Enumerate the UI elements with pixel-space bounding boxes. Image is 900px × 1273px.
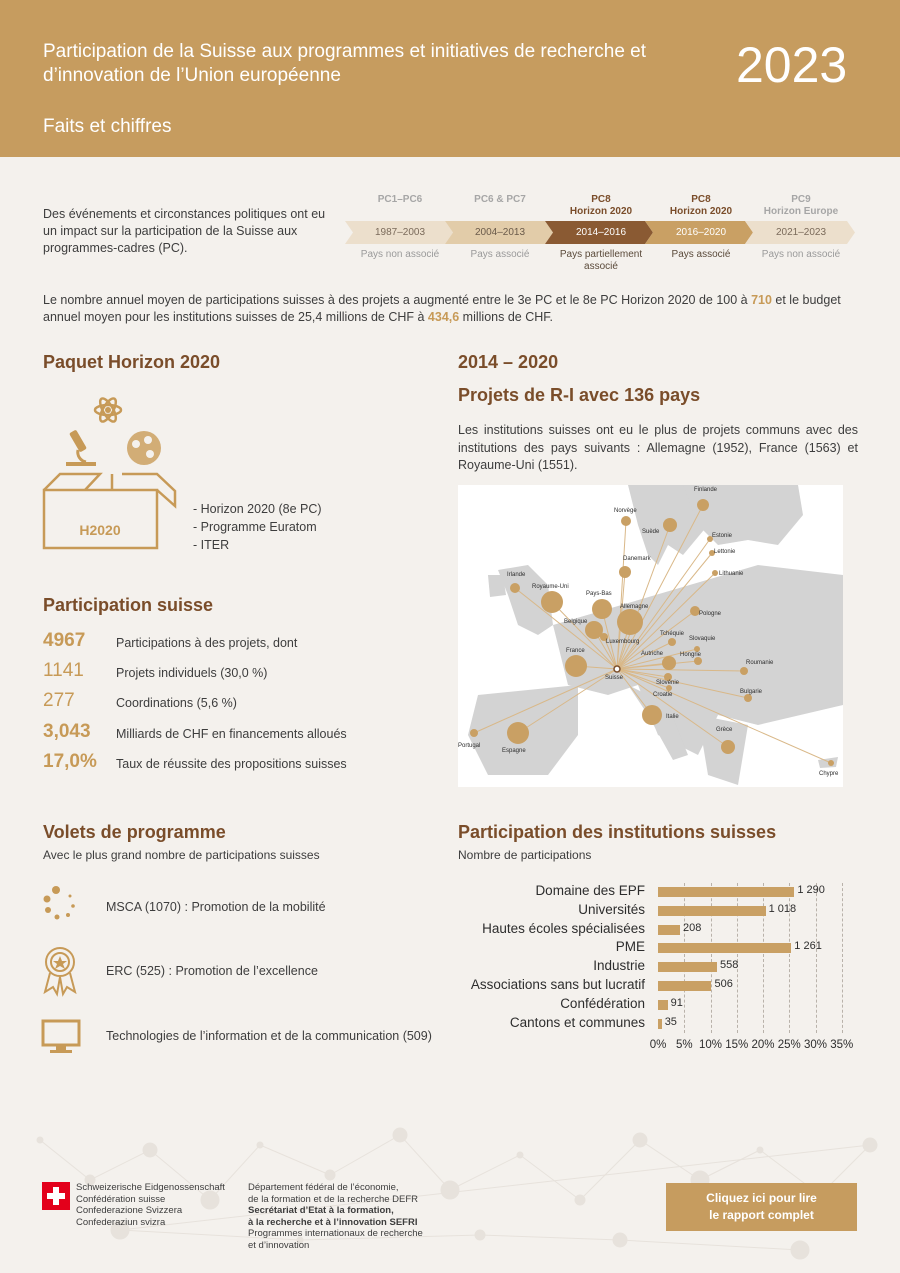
dots-icon	[40, 882, 82, 924]
timeline-status-2: Pays associé	[470, 249, 530, 260]
intro-text: Des événements et circonstances politiques ont eu un impact sur la participation de la Suisse aux programmes-cadres (PC).	[43, 207, 326, 255]
country-label: Tchéquie	[660, 631, 685, 637]
timeline-years-4: 2016–2020	[675, 227, 727, 238]
svg-text:H2020: H2020	[79, 522, 121, 538]
country-dot	[510, 583, 520, 593]
h2020-box-icon	[40, 392, 180, 552]
volet-erc: ERC (525) : Promotion de l’excellence	[106, 964, 318, 978]
timeline-status-4: Pays associé	[671, 249, 731, 260]
country-label: France	[566, 648, 585, 654]
country-dot	[617, 609, 643, 635]
monitor-icon	[40, 1018, 82, 1056]
country-dot	[642, 705, 662, 725]
chart-gridline	[842, 883, 843, 1033]
country-dot	[668, 638, 676, 646]
institutions-subtitle: Nombre de participations	[458, 848, 592, 862]
chart-value-label: 1 018	[768, 902, 797, 915]
chart-tick-label: 20%	[751, 1039, 775, 1052]
country-label: Bulgarie	[740, 689, 763, 695]
country-dot	[721, 740, 735, 754]
medal-icon	[40, 945, 82, 997]
timeline-top-1: PC1–PC6	[377, 194, 423, 205]
chart-bar	[658, 1019, 662, 1029]
volet-msca: MSCA (1070) : Promotion de la mobilité	[106, 900, 326, 914]
participation-title: Participation suisse	[43, 595, 214, 615]
timeline-top-5: PC9 Horizon Europe	[763, 194, 839, 217]
chart-category-label: Confédération	[560, 995, 645, 1011]
country-label: Espagne	[502, 748, 526, 754]
country-dot	[694, 657, 702, 665]
country-label: Autriche	[641, 651, 664, 657]
chart-bar	[658, 1000, 668, 1010]
europe-map	[458, 485, 843, 787]
year-label: 2023	[736, 37, 848, 93]
timeline-top-3: PC8 Horizon 2020	[569, 194, 633, 217]
chart-bar	[658, 962, 717, 972]
country-label: Norvège	[614, 508, 637, 514]
country-label: Slovénie	[656, 680, 680, 686]
country-label: Croatie	[653, 692, 673, 698]
country-label: Luxembourg	[606, 639, 640, 645]
country-label: Grèce	[716, 727, 733, 733]
chart-category-label: PME	[615, 939, 645, 955]
country-label: Belgique	[564, 619, 588, 625]
timeline-status-1: Pays non associé	[360, 249, 440, 260]
chart-value-label: 558	[719, 959, 739, 972]
chart-gridline	[816, 883, 817, 1033]
chart-bar	[658, 906, 766, 916]
volet-tic: Technologies de l’information et de la communication (509)	[106, 1029, 432, 1043]
country-label: Estonie	[712, 533, 733, 539]
volets-title: Volets de programme	[43, 822, 226, 842]
europe-map-svg	[458, 485, 843, 787]
country-dot	[507, 722, 529, 744]
country-dot	[470, 729, 478, 737]
chart-tick-label: 10%	[698, 1039, 723, 1052]
chart-bar	[658, 981, 711, 991]
chart-tick-label: 15%	[725, 1039, 749, 1052]
country-dot	[697, 499, 709, 511]
country-dot	[828, 760, 834, 766]
country-dot	[619, 566, 631, 578]
projets-text: Les institutions suisses ont eu le plus de projets communs avec des institutions des pays suivants : Allemagne (1952), France (1563) et Royaume-Uni (1551).	[458, 423, 858, 472]
paquet-item: - Horizon 2020 (8e PC)	[193, 502, 322, 516]
timeline-status-5: Pays non associé	[761, 249, 841, 260]
chart-bar	[658, 943, 791, 953]
country-label: Portugal	[458, 743, 481, 749]
country-dot	[541, 591, 563, 613]
stat-row: 1141 Projets individuels (30,0 %)	[43, 660, 268, 681]
country-label: Lithuanie	[719, 571, 744, 577]
paquet-list	[193, 500, 322, 554]
timeline-years-3: 2014–2016	[575, 227, 627, 238]
chart-value-label: 1 290	[797, 884, 825, 896]
country-label: Pologne	[699, 611, 722, 617]
timeline-years-1: 1987–2003	[374, 227, 426, 238]
country-label: Allemagne	[620, 604, 649, 610]
chart-bar	[658, 925, 680, 935]
country-label: Suisse	[605, 675, 624, 681]
read-report-button[interactable]: Cliquez ici pour lire le rapport complet	[666, 1183, 857, 1231]
country-label: Lettonie	[714, 549, 736, 555]
swiss-flag-icon	[42, 1182, 70, 1210]
timeline-top-2: PC6 & PC7	[474, 194, 526, 205]
country-dot	[662, 656, 676, 670]
federation-names: Schweizerische Eidgenossenschaft Confédération suisse Confederazione Svizzera Confederaziun svizra	[76, 1182, 225, 1228]
stat-row: 17,0% Taux de réussite des propositions suisses	[43, 751, 347, 772]
country-dot	[740, 667, 748, 675]
chart-category-label: Domaine des EPF	[535, 883, 645, 898]
country-label: Italie	[666, 714, 679, 720]
paquet-item: - ITER	[193, 538, 230, 552]
stat-row: 3,043 Milliards de CHF en financements alloués	[43, 721, 347, 742]
country-label: Royaume-Uni	[532, 584, 569, 590]
chart-bar	[658, 887, 794, 897]
country-dot	[565, 655, 587, 677]
volets-subtitle: Avec le plus grand nombre de participations suisses	[43, 848, 320, 862]
paquet-item: - Programme Euratom	[193, 520, 317, 534]
chart-category-label: Industrie	[593, 958, 645, 974]
country-label: Pays-Bas	[586, 591, 612, 597]
projets-title: Projets de R-I avec 136 pays	[458, 385, 701, 405]
institutions-title: Participation des institutions suisses	[458, 822, 777, 842]
timeline-years-2: 2004–2013	[474, 227, 526, 238]
value-participations: 710	[751, 293, 772, 307]
country-dot	[663, 518, 677, 532]
country-dot	[614, 666, 620, 672]
country-label: Chypre	[819, 771, 839, 777]
country-dot	[712, 570, 718, 576]
timeline-years-5: 2021–2023	[775, 227, 827, 238]
country-dot	[621, 516, 631, 526]
chart-tick-label: 0%	[649, 1039, 667, 1052]
chart-tick-label: 35%	[830, 1039, 854, 1052]
country-label: Suède	[642, 529, 660, 535]
chart-value-label: 1 261	[794, 940, 822, 953]
chart-category-label: Associations sans but lucratif	[470, 977, 645, 992]
chart-tick-label: 5%	[675, 1039, 693, 1052]
stat-row: 4967 Participations à des projets, dont	[43, 630, 298, 651]
chart-value-label: 208	[682, 921, 702, 934]
timeline-top-4: PC8 Horizon 2020	[669, 194, 733, 217]
department-names: Département fédéral de l’économie, de la formation et de la recherche DEFR Secrétariat d’Etat à la formation, à la recherche et à l’innovation SEFRI Programmes internationaux de recherche et d’innovation	[248, 1182, 423, 1251]
stat-row: 277 Coordinations (5,6 %)	[43, 690, 237, 711]
chart-value-label: 35	[664, 1015, 677, 1028]
value-budget: 434,6	[427, 310, 460, 324]
chart-category-label: Cantons et communes	[509, 1014, 645, 1030]
summary-paragraph: Le nombre annuel moyen de participations suisses à des projets a augmenté entre le 3e PC et le 8e PC Horizon 2020 de 100 à 710 et le budget annuel moyen pour les institutions suisses de 25,4 millions de CHF à 434,6 millions de CHF.	[43, 293, 841, 324]
chart-tick-label: 30%	[803, 1039, 828, 1052]
country-label: Danemark	[623, 556, 651, 562]
page-title: Participation de la Suisse aux programmes et initiatives de recherche et d’innovation de l’Union européenne	[43, 41, 647, 86]
country-label: Irlande	[507, 572, 526, 578]
country-dot	[744, 694, 752, 702]
paquet-title: Paquet Horizon 2020	[43, 352, 221, 372]
chart-tick-label: 25%	[777, 1039, 801, 1052]
country-label: Hongrie	[680, 652, 702, 658]
country-label: Slovaquie	[689, 636, 716, 642]
chart-category-label: Hautes écoles spécialisées	[482, 920, 645, 936]
country-dot	[592, 599, 612, 619]
country-label: Finlande	[694, 487, 718, 493]
timeline-status-3: Pays partiellement associé	[559, 249, 643, 272]
page-subtitle: Faits et chiffres	[43, 116, 172, 137]
chart-category-label: Universités	[578, 901, 645, 917]
country-label: Roumanie	[746, 660, 774, 666]
projets-period: 2014 – 2020	[458, 352, 559, 372]
chart-value-label: 91	[670, 996, 683, 1009]
chart-value-label: 506	[714, 978, 733, 990]
